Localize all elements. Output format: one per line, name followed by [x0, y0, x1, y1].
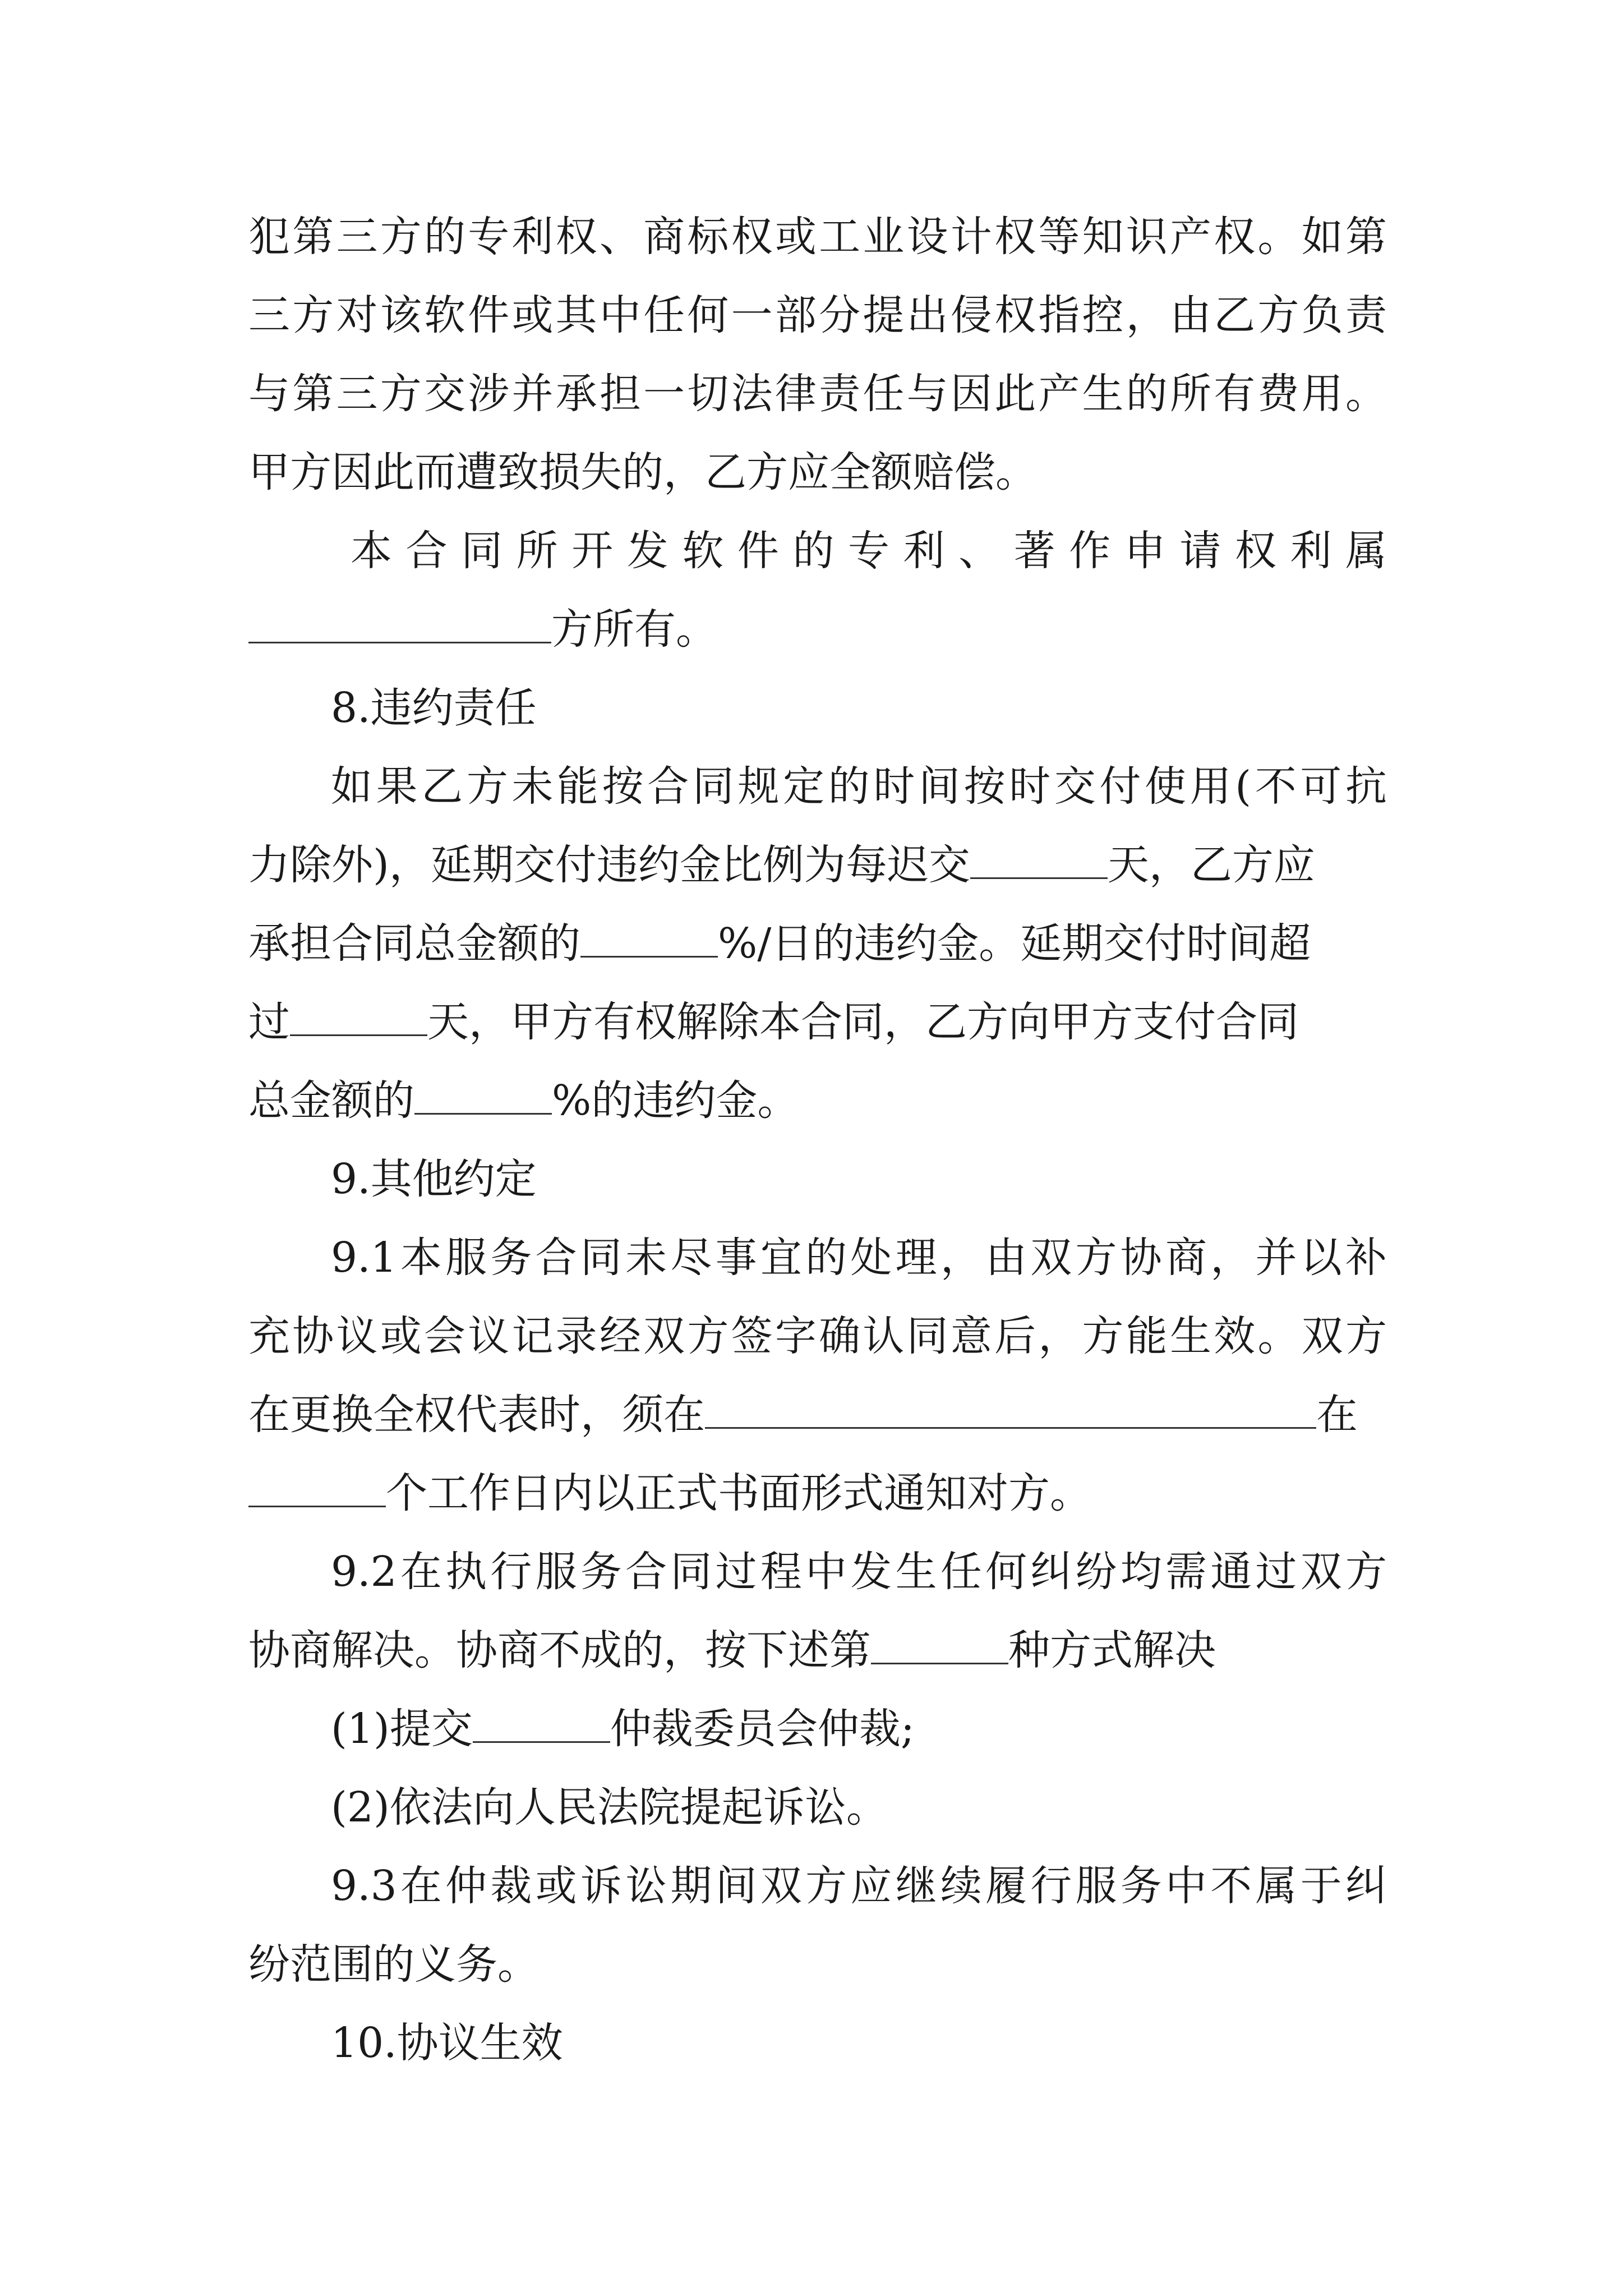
text: 过 — [248, 998, 290, 1046]
text: 总金额的 — [248, 1076, 414, 1125]
fill-in-blank[interactable] — [705, 1393, 1316, 1429]
paragraph-line — [248, 904, 1387, 983]
fill-in-blank[interactable] — [414, 1079, 552, 1115]
text: 力除外)，延期交付违约金比例为每迟交 — [248, 841, 970, 889]
text: 协商解决。协商不成的，按下述第 — [248, 1626, 871, 1674]
text: 充协议或会议记录经双方签字确认同意后，方能生效。双方 — [248, 1312, 1387, 1360]
fill-in-blank[interactable] — [871, 1629, 1008, 1664]
paragraph-line — [248, 276, 1387, 355]
paragraph-line — [331, 1218, 1387, 1297]
text: 9.2在执行服务合同过程中发生任何纠纷均需通过双方 — [331, 1548, 1387, 1596]
fill-in-blank[interactable] — [290, 1001, 427, 1036]
paragraph-line — [248, 1061, 1387, 1140]
text: 犯第三方的专利权、商标权或工业设计权等知识产权。如第 — [248, 213, 1387, 261]
paragraph-line — [248, 590, 1387, 669]
list-item — [331, 1690, 1469, 1768]
fill-in-blank[interactable] — [248, 608, 551, 643]
paragraph-line — [248, 433, 1387, 512]
text: 9.其他约定 — [331, 1155, 537, 1203]
section-heading — [331, 1140, 1469, 1218]
paragraph-line — [351, 512, 1387, 590]
text: 与第三方交涉并承担一切法律责任与因此产生的所有费用。 — [248, 370, 1387, 418]
text: 天，乙方应 — [1107, 841, 1315, 889]
text: 如果乙方未能按合同规定的时间按时交付使用(不可抗 — [331, 762, 1387, 811]
text: 10.协议生效 — [331, 2019, 563, 2067]
text: (2)依法向人民法院提起诉讼。 — [331, 1783, 888, 1832]
section-heading — [331, 669, 1469, 747]
text: 8.违约责任 — [331, 684, 537, 732]
fill-in-blank[interactable] — [473, 1708, 610, 1743]
text: 9.1本服务合同未尽事宜的处理，由双方协商，并以补 — [331, 1234, 1387, 1282]
paragraph-line — [248, 1454, 1387, 1533]
fill-in-blank[interactable] — [580, 922, 718, 958]
text: %的违约金。 — [552, 1076, 799, 1125]
text: 9.3在仲裁或诉讼期间双方应继续履行服务中不属于纠 — [331, 1862, 1387, 1910]
text: 甲方因此而遭致损失的，乙方应全额赔偿。 — [248, 448, 1037, 496]
fill-in-blank[interactable] — [248, 1472, 386, 1507]
paragraph-line — [248, 1925, 1387, 2004]
text: %/日的违约金。延期交付时间超 — [718, 919, 1311, 968]
paragraph-line — [248, 197, 1387, 276]
list-item — [331, 1768, 1469, 1847]
paragraph-line — [248, 1297, 1387, 1375]
text: 天，甲方有权解除本合同，乙方向甲方支付合同 — [427, 998, 1299, 1046]
text: 本合同所开发软件的专利、著作申请权利属 — [351, 527, 1387, 575]
text: 纷范围的义务。 — [248, 1940, 539, 1989]
text: 方所有。 — [551, 605, 717, 654]
paragraph-line — [331, 1847, 1387, 1925]
text: 承担合同总金额的 — [248, 919, 580, 968]
text: 个工作日内以正式书面形式通知对方。 — [386, 1469, 1091, 1517]
text: 三方对该软件或其中任何一部分提出侵权指控，由乙方负责 — [248, 291, 1387, 339]
text: 在 — [1316, 1391, 1358, 1439]
paragraph-line — [248, 826, 1387, 904]
paragraph-line — [331, 747, 1387, 826]
section-heading — [331, 2004, 1469, 2082]
paragraph-line — [248, 1611, 1387, 1690]
fill-in-blank[interactable] — [970, 844, 1108, 879]
paragraph-line — [248, 1375, 1387, 1454]
text: 种方式解决 — [1008, 1626, 1216, 1674]
paragraph-line — [248, 983, 1387, 1061]
paragraph-line — [248, 355, 1387, 433]
text: 仲裁委员会仲裁; — [610, 1705, 915, 1753]
text: 在更换全权代表时，须在 — [248, 1391, 705, 1439]
paragraph-line — [331, 1533, 1387, 1611]
text: (1)提交 — [331, 1705, 473, 1753]
